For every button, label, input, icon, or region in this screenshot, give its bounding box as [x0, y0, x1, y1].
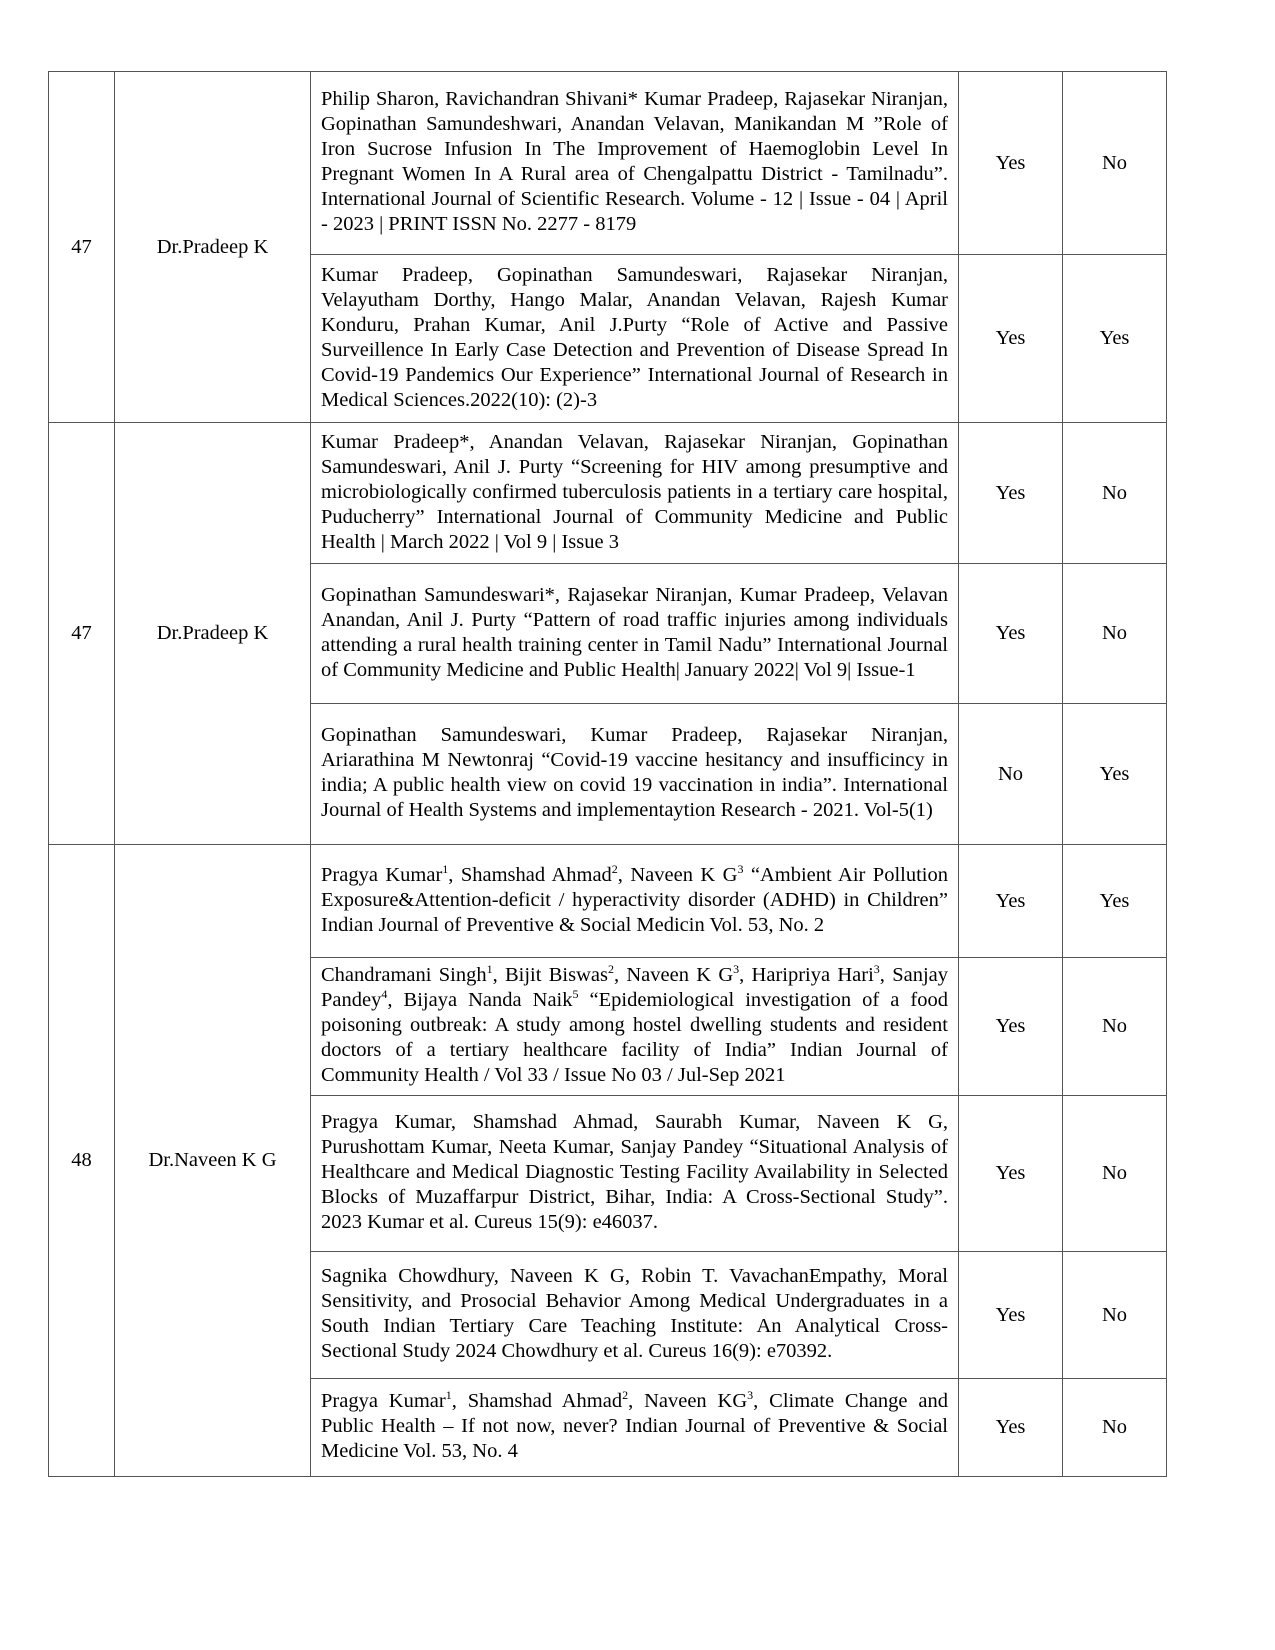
publication-cell: Gopinathan Samundeswari, Kumar Pradeep, Rajasekar Niranjan, Ariarathina M Newtonraj “Covid-19 vaccine hesitancy and insufficincy in india; A public health view on covid 19 vaccination in india”. International Journal of Health Systems and implementaytion Research - 2021. Vol-5(1) [311, 704, 959, 845]
publication-cell: Gopinathan Samundeswari*, Rajasekar Niranjan, Kumar Pradeep, Velavan Anandan, Anil J. Purty “Pattern of road traffic injuries among individuals attending a rural health training center in Tamil Nadu” International Journal of Community Medicine and Public Health| January 2022| Vol 9| Issue-1 [311, 564, 959, 704]
publication-cell: Chandramani Singh$^1$, Bijit Biswas$^2$, Naveen K $G^3$, Haripriya Hari$^3$, Sanjay Pandey$^4$, Bijaya Nanda Naik$^5$ “Epidemiological investigation of a food poisoning outbreak: A study among hostel dwelling students and resident doctors of a tertiary healthcare facility of India” Indian Journal of Community Health / Vol 33 / Issue No 03 / Jul-Sep 2021 [311, 958, 959, 1096]
faculty-name-cell: Dr.Naveen K G [115, 845, 311, 1477]
yes-no-cell: No [1063, 1096, 1167, 1252]
serial-number-cell: 47 [49, 423, 115, 845]
yes-no-cell: No [959, 704, 1063, 845]
yes-no-cell: Yes [959, 255, 1063, 423]
faculty-name-cell: Dr.Pradeep K [115, 72, 311, 423]
yes-no-cell: No [1063, 1379, 1167, 1477]
serial-number-cell: 48 [49, 845, 115, 1477]
faculty-name-cell: Dr.Pradeep K [115, 423, 311, 845]
yes-no-cell: No [1063, 564, 1167, 704]
yes-no-cell: Yes [1063, 704, 1167, 845]
yes-no-cell: No [1063, 958, 1167, 1096]
publication-cell: Pragya Kumar$^1$, Shamshad Ahmad$^2$, Naveen K $G^3$ “Ambient Air Pollution Exposure&Attention-deficit / hyperactivity disorder (ADHD) in Children” Indian Journal of Preventive & Social Medicin Vol. 53, No. 2 [311, 845, 959, 958]
publication-cell: Pragya Kumar, Shamshad Ahmad, Saurabh Kumar, Naveen K G, Purushottam Kumar, Neeta Kumar, Sanjay Pandey “Situational Analysis of Healthcare and Medical Diagnostic Testing Facility Availability in Selected Blocks of Muzaffarpur District, Bihar, India: A Cross-Sectional Study”. 2023 Kumar et al. Cureus 15(9): e46037. [311, 1096, 959, 1252]
yes-no-cell: No [1063, 72, 1167, 255]
publication-cell: Kumar Pradeep, Gopinathan Samundeswari, Rajasekar Niranjan, Velayutham Dorthy, Hango Malar, Anandan Velavan, Rajesh Kumar Konduru, Prahan Kumar, Anil J.Purty “Role of Active and Passive Surveillence In Early Case Detection and Prevention of Disease Spread In Covid-19 Pandemics Our Experience” International Journal of Research in Medical Sciences.2022(10): (2)-3 [311, 255, 959, 423]
table-row [49, 72, 1167, 255]
yes-no-cell: Yes [959, 1096, 1063, 1252]
yes-no-cell: Yes [1063, 845, 1167, 958]
publications-table [48, 71, 1167, 1477]
yes-no-cell: Yes [959, 72, 1063, 255]
publication-cell: Philip Sharon, Ravichandran Shivani* Kumar Pradeep, Rajasekar Niranjan, Gopinathan Samundeshwari, Anandan Velavan, Manikandan M ”Role of Iron Sucrose Infusion In The Improvement of Haemoglobin Level In Pregnant Women In A Rural area of Chengalpattu District - Tamilnadu”. International Journal of Scientific Research. Volume - 12 | Issue - 04 | April - 2023 | PRINT ISSN No. 2277 - 8179 [311, 72, 959, 255]
yes-no-cell: Yes [1063, 255, 1167, 423]
serial-number-cell: 47 [49, 72, 115, 423]
yes-no-cell: Yes [959, 564, 1063, 704]
yes-no-cell: No [1063, 423, 1167, 564]
publication-cell: Pragya Kumar$^1$, Shamshad Ahmad$^2$, Naveen $KG^3$, Climate Change and Public Health – If not now, never? Indian Journal of Preventive & Social Medicine Vol. 53, No. 4 [311, 1379, 959, 1477]
publication-cell: Kumar Pradeep*, Anandan Velavan, Rajasekar Niranjan, Gopinathan Samundeswari, Anil J. Purty “Screening for HIV among presumptive and microbiologically confirmed tuberculosis patients in a tertiary care hospital, Puducherry” International Journal of Community Medicine and Public Health | March 2022 | Vol 9 | Issue 3 [311, 423, 959, 564]
table-row [49, 845, 1167, 958]
yes-no-cell: Yes [959, 1379, 1063, 1477]
yes-no-cell: Yes [959, 423, 1063, 564]
yes-no-cell: Yes [959, 958, 1063, 1096]
publication-cell: Sagnika Chowdhury, Naveen K G, Robin T. VavachanEmpathy, Moral Sensitivity, and Prosocial Behavior Among Medical Undergraduates in a South Indian Tertiary Care Teaching Institute: An Analytical Cross-Sectional Study 2024 Chowdhury et al. Cureus 16(9): e70392. [311, 1252, 959, 1379]
yes-no-cell: Yes [959, 845, 1063, 958]
yes-no-cell: No [1063, 1252, 1167, 1379]
table-row [49, 423, 1167, 564]
yes-no-cell: Yes [959, 1252, 1063, 1379]
